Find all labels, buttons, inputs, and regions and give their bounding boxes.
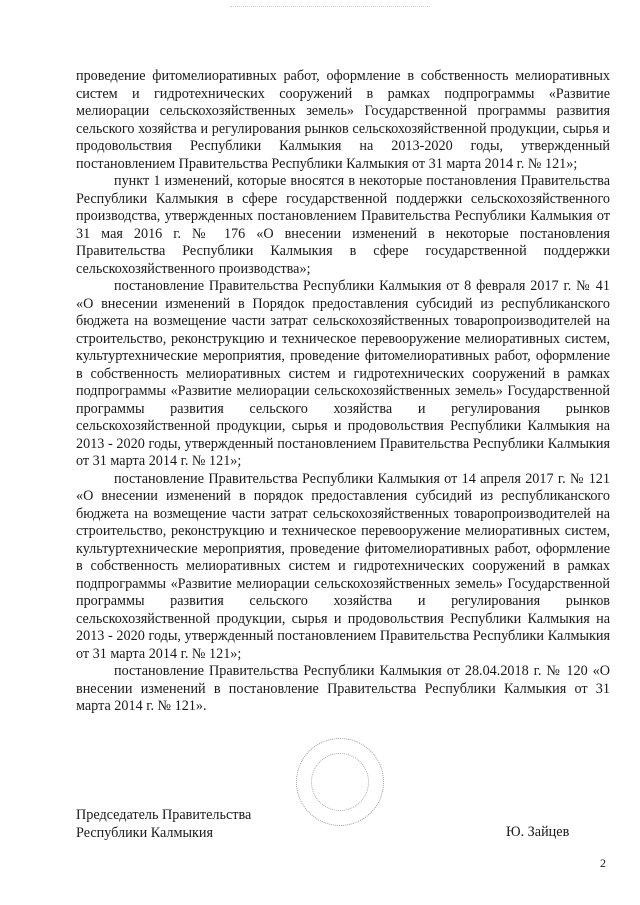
signatory-position-line: Республики Калмыкия <box>76 825 214 841</box>
scan-artifact <box>230 6 430 9</box>
paragraph: постановление Правительства Республики Калмыкия от 28.04.2018 г. № 120 «О внесении изменений в постановление Правительства Республики Калмыкия от 31 марта 2014 г. № 121». <box>76 663 610 714</box>
official-seal-stamp <box>296 738 384 826</box>
signatory-name: Ю. Зайцев <box>506 824 570 840</box>
paragraph: постановление Правительства Республики Калмыкия от 8 февраля 2017 г. № 41 «О внесении изменений в Порядок предоставления субсидий из республиканского бюджета на возмещение части затрат сельскохозяйственных товаропроизводителей на строительство, реконструкцию и техническое перевооружение мелиоративных систем, культуртехнические мероприятия, проведение фитомелиоративных работ, оформление в собственность мелиоративных систем и гидротехнических сооружений в рамках подпрограммы «Развитие мелиорации сельскохозяйственных земель» Государственной программы развития сельского хозяйства и регулирования рынков сельскохозяйственной продукции, сырья и продовольствия Республики Калмыкия на 2013 - 2020 годы, утвержденный постановлением Правительства Республики Калмыкия от 31 марта 2014 г. № 121»; <box>76 278 610 469</box>
page-number: 2 <box>600 856 606 870</box>
seal-inner-ring <box>311 753 369 811</box>
signatory-position <box>76 806 251 842</box>
paragraph-continuation: проведение фитомелиоративных работ, оформление в собственность мелиоративных систем и гидротехнических сооружений в рамках подпрограммы «Развитие мелиорации сельскохозяйственных земель» Государственной программы развития сельского хозяйства и регулирования рынков сельскохозяйственной продукции, сырья и продовольствия Республики Калмыкия на 2013-2020 годы, утвержденный постановлением Правительства Республики Калмыкия от 31 марта 2014 г. № 121»; <box>76 68 610 172</box>
signatory-position-line: Председатель Правительства <box>76 807 252 823</box>
paragraph: пункт 1 изменений, которые вносятся в некоторые постановления Правительства Республики Калмыкия в сфере государственной поддержки сельскохозяйственного производства, утвержденных постановлением Правительства Республики Калмыкия от 31 мая 2016 г. № 176 «О внесении изменений в некоторые постановления Правительства Республики Калмыкия в сфере государственной поддержки сельскохозяйственного производства»; <box>76 173 610 277</box>
document-body <box>76 68 610 716</box>
paragraph: постановление Правительства Республики Калмыкия от 14 апреля 2017 г. № 121 «О внесении изменений в порядок предоставления субсидий из республиканского бюджета на возмещение части затрат сельскохозяйственных товаропроизводителей на строительство, реконструкцию и техническое перевооружение мелиоративных систем, культуртехнические мероприятия, проведение фитомелиоративных работ, оформление в собственность мелиоративных систем и гидротехнических сооружений в рамках подпрограммы «Развитие мелиорации сельскохозяйственных земель» Государственной программы развития сельского хозяйства и регулирования рынков сельскохозяйственной продукции, сырья и продовольствия Республики Калмыкия на 2013 - 2020 годы, утвержденный постановлением Правительства Республики Калмыкия от 31 марта 2014 г. № 121»; <box>76 470 610 662</box>
